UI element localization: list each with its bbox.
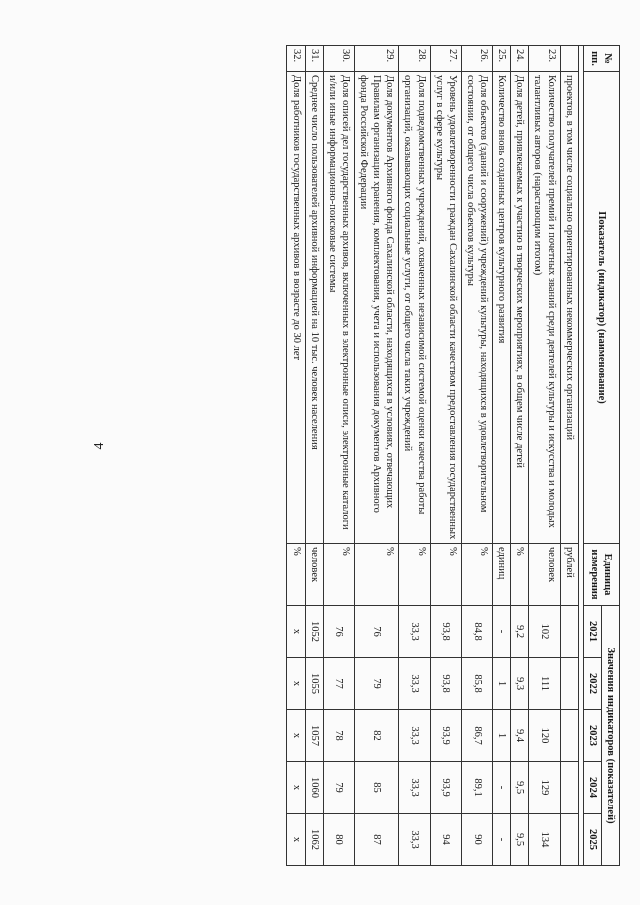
value-cell <box>560 762 578 814</box>
row-number: 29. <box>355 46 399 72</box>
value-cell: 111 <box>529 658 560 710</box>
value-cell: x <box>287 658 305 710</box>
value-cell: 93,9 <box>430 710 461 762</box>
rotated-table-wrapper <box>90 45 620 865</box>
value-cell: 76 <box>323 606 354 658</box>
row-number: 25. <box>493 46 511 72</box>
table-row <box>430 46 461 866</box>
value-cell: 9,5 <box>511 814 529 866</box>
unit-cell: % <box>287 544 305 606</box>
unit-cell: человек <box>529 544 560 606</box>
table-row <box>323 46 354 866</box>
header-gap <box>578 46 583 866</box>
value-cell: 1052 <box>305 606 323 658</box>
value-cell: 84,8 <box>461 606 492 658</box>
value-cell: 102 <box>529 606 560 658</box>
indicator-name: проектов, в том числе социально ориентированных некоммерческих организаций <box>560 72 578 544</box>
unit-cell: человек <box>305 544 323 606</box>
value-cell <box>560 606 578 658</box>
value-cell: 90 <box>461 814 492 866</box>
row-number: 27. <box>430 46 461 72</box>
value-cell: - <box>493 762 511 814</box>
table-row <box>493 46 511 866</box>
header-name: Показатель (индикатор) (наименование) <box>583 72 619 544</box>
value-cell: 33,3 <box>399 606 430 658</box>
indicator-name: Среднее число пользователей архивной информацией на 10 тыс. человек населения <box>305 72 323 544</box>
value-cell: 85 <box>355 762 399 814</box>
unit-cell: % <box>323 544 354 606</box>
value-cell: 93,8 <box>430 606 461 658</box>
unit-cell: % <box>461 544 492 606</box>
value-cell: - <box>493 606 511 658</box>
unit-cell: % <box>355 544 399 606</box>
value-cell: x <box>287 606 305 658</box>
row-number: 31. <box>305 46 323 72</box>
value-cell: x <box>287 762 305 814</box>
row-number: 26. <box>461 46 492 72</box>
value-cell: 129 <box>529 762 560 814</box>
unit-cell: % <box>511 544 529 606</box>
table-row <box>560 46 578 866</box>
value-cell: 77 <box>323 658 354 710</box>
row-number: 28. <box>399 46 430 72</box>
table-row <box>529 46 560 866</box>
header-values: Значения индикаторов (показателей) <box>601 606 619 866</box>
value-cell: 9,5 <box>511 762 529 814</box>
unit-cell: % <box>399 544 430 606</box>
value-cell: 1060 <box>305 762 323 814</box>
value-cell: 33,3 <box>399 762 430 814</box>
value-cell: x <box>287 710 305 762</box>
value-cell: 134 <box>529 814 560 866</box>
indicator-name: Доля документов Архивного фонда Сахалинской области, находящихся в условиях, отвечающих Правилам организации хранения, комплектования, учета и использования документов Архивного фонда Российской Федерации <box>355 72 399 544</box>
indicator-name: Количество получателей премий и почетных званий среди деятелей культуры и искусства и молодых талантливых авторов (нарастающим итогом) <box>529 72 560 544</box>
table-row <box>287 46 305 866</box>
unit-cell: рублей <box>560 544 578 606</box>
value-cell: 93,9 <box>430 762 461 814</box>
table-body <box>287 46 578 866</box>
header-year: 2024 <box>583 762 601 814</box>
value-cell: 33,3 <box>399 710 430 762</box>
value-cell: 78 <box>323 710 354 762</box>
value-cell: 79 <box>323 762 354 814</box>
row-number: 23. <box>529 46 560 72</box>
table-row <box>399 46 430 866</box>
header-year: 2022 <box>583 658 601 710</box>
value-cell: 79 <box>355 658 399 710</box>
indicator-name: Количество вновь созданных центров культурного развития <box>493 72 511 544</box>
value-cell: 33,3 <box>399 658 430 710</box>
value-cell: 1 <box>493 658 511 710</box>
row-number: 30. <box>323 46 354 72</box>
value-cell: 9,2 <box>511 606 529 658</box>
unit-cell: % <box>430 544 461 606</box>
value-cell: - <box>493 814 511 866</box>
indicator-name: Доля работников государственных архивов в возрасте до 30 лет <box>287 72 305 544</box>
value-cell: 85,8 <box>461 658 492 710</box>
value-cell: 86,7 <box>461 710 492 762</box>
indicator-name: Доля описей дел государственных архивов, включенных в электронные описи, электронные каталоги и/или иные информационно-поисковые системы <box>323 72 354 544</box>
value-cell: 93,8 <box>430 658 461 710</box>
header-row-1 <box>601 46 619 866</box>
row-number: 32. <box>287 46 305 72</box>
indicators-table <box>287 45 621 866</box>
value-cell: 1 <box>493 710 511 762</box>
row-number <box>560 46 578 72</box>
header-num: № пп. <box>583 46 619 72</box>
indicator-name: Доля детей, привлекаемых к участию в творческих мероприятиях, в общем числе детей <box>511 72 529 544</box>
page-number: 4 <box>92 442 107 450</box>
value-cell: 82 <box>355 710 399 762</box>
value-cell: 80 <box>323 814 354 866</box>
header-year: 2023 <box>583 710 601 762</box>
value-cell: 9,3 <box>511 658 529 710</box>
indicator-name: Уровень удовлетворенности граждан Сахалинской области качеством предоставления государственных услуг в сфере культуры <box>430 72 461 544</box>
table-row <box>305 46 323 866</box>
table-row <box>355 46 399 866</box>
value-cell: 1062 <box>305 814 323 866</box>
table-row <box>511 46 529 866</box>
value-cell: 89,1 <box>461 762 492 814</box>
value-cell: 9,4 <box>511 710 529 762</box>
value-cell: 120 <box>529 710 560 762</box>
value-cell: x <box>287 814 305 866</box>
unit-cell: единиц <box>493 544 511 606</box>
value-cell: 33,3 <box>399 814 430 866</box>
value-cell <box>560 814 578 866</box>
row-number: 24. <box>511 46 529 72</box>
value-cell: 94 <box>430 814 461 866</box>
value-cell <box>560 658 578 710</box>
value-cell: 1057 <box>305 710 323 762</box>
value-cell: 1055 <box>305 658 323 710</box>
indicator-name: Доля подведомственных учреждений, охваченных независимой системой оценки качества работы организаций, оказывающих социальные услуги, от общего числа таких учреждений <box>399 72 430 544</box>
value-cell: 76 <box>355 606 399 658</box>
indicator-name: Доля объектов (зданий и сооружений) учреждений культуры, находящихся в удовлетворительном состоянии, от общего числа объектов культуры <box>461 72 492 544</box>
header-year: 2025 <box>583 814 601 866</box>
value-cell: 87 <box>355 814 399 866</box>
header-year: 2021 <box>583 606 601 658</box>
table-row <box>461 46 492 866</box>
value-cell <box>560 710 578 762</box>
header-unit: Единица измерения <box>583 544 619 606</box>
